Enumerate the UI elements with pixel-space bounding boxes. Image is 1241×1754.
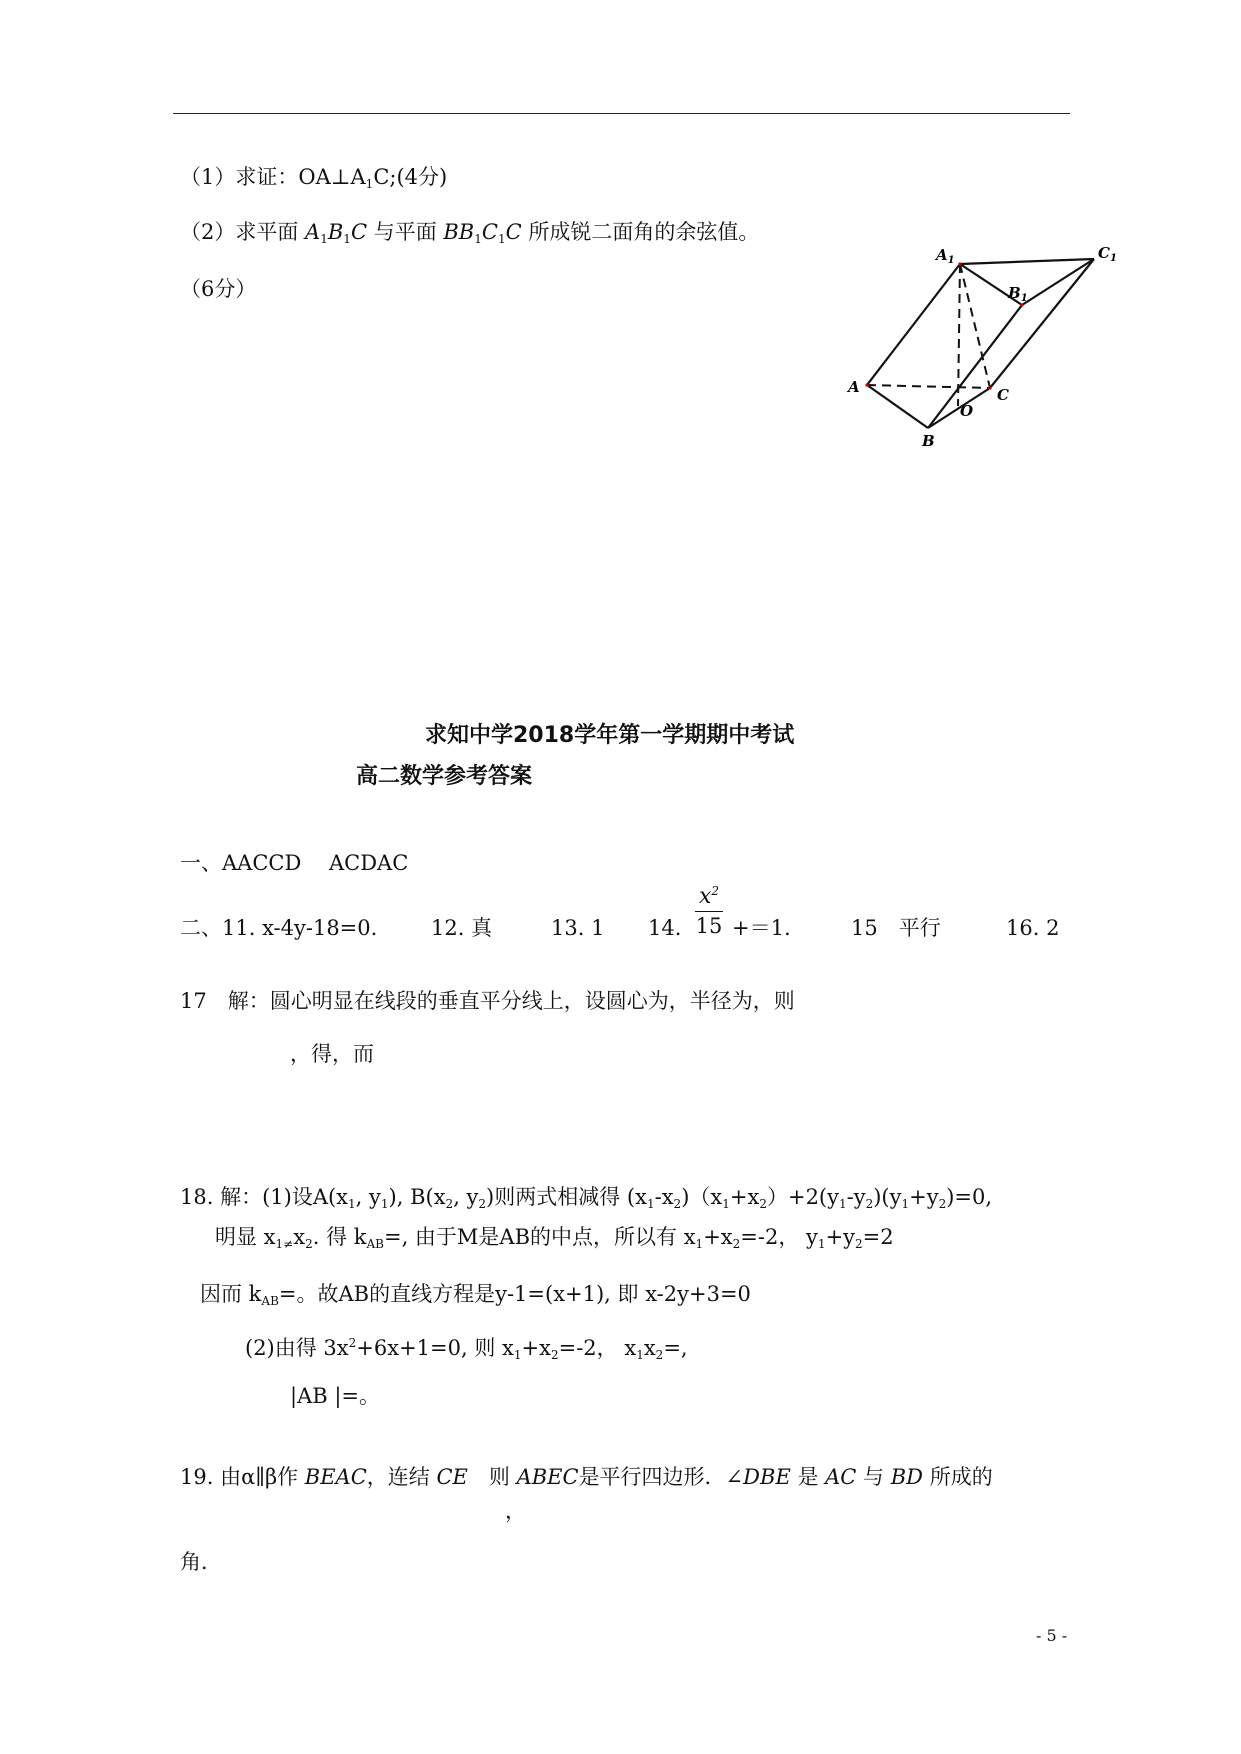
fraction-x2-over-15: $x^2$ 15 xyxy=(695,884,723,938)
edge-a1-c-dashed xyxy=(960,264,990,388)
problem-part2: （2）求平面 $A_1B_1C$ 与平面 $BB_1C_1C$ 所成锐二面角的余弦值。 xyxy=(180,220,760,246)
answer-18-line2: 明显 $x_{1\ne}x_2$. 得 $k_{AB}=$, 由于M是AB的中点，所以有 $x_1+x_2=-2$， $y_1+y_2=2$ xyxy=(215,1225,894,1251)
answers-section2-c: 13. 1 xyxy=(551,916,605,940)
edge-a-b xyxy=(867,385,928,428)
edge-a1-c1 xyxy=(960,259,1094,264)
edge-b-c xyxy=(928,388,990,428)
answer-18-line5: |AB |=。 xyxy=(290,1384,381,1408)
answer-18-line1: 18. 解：(1)设$A(x_1$, $y_1$), $B(x_2$, $y_2$)则两式相减得 $(x_1-x_2)(x_1+x_2)+2(y_1-y_2)(y_1+y_2)=0$, xyxy=(180,1185,993,1211)
answers-section2-e: 15 平行 xyxy=(851,916,941,940)
edge-c-c1 xyxy=(990,259,1094,388)
edge-a-c-dashed xyxy=(867,385,990,388)
answer-19-comma: ， xyxy=(505,1499,526,1523)
answer-19-line2: 角． xyxy=(180,1550,222,1574)
label-o: O xyxy=(960,402,974,420)
answers-section2-d: 14. xyxy=(648,916,682,940)
problem-part3: （6分） xyxy=(180,277,257,301)
answer-18-line4: (2)由得 $3x^2+6x+1=0$, 则 $x_1+x_2=-2$， $x_1x_2=$, xyxy=(245,1336,688,1362)
label-c: C xyxy=(997,386,1009,404)
answers-section2-a: 二、11. x-4y-18=0. xyxy=(180,916,378,940)
answers-subtitle: 高二数学参考答案 xyxy=(356,764,533,789)
label-c1: $C_1$ xyxy=(1098,244,1117,264)
label-b: B xyxy=(922,432,935,450)
answers-section2-b: 12. 真 xyxy=(431,916,493,940)
edge-a-a1 xyxy=(867,264,960,385)
label-a1: $A_1$ xyxy=(936,246,955,266)
answer-19-line1: 19. 由α∥β作 BEAC，连结 CE 则 ABEC是平行四边形．∠DBE 是 AC 与 BD 所成的 xyxy=(180,1465,993,1489)
answers-section2-f: 16. 2 xyxy=(1006,916,1060,940)
header-rule xyxy=(173,113,1070,114)
edge-b1-c1 xyxy=(1022,259,1094,305)
page-number: - 5 - xyxy=(1036,1626,1068,1645)
answer-18-line3: 因而 $k_{AB}=$。故AB的直线方程是y-1=(x+1), 即 x-2y+3=0 xyxy=(200,1282,751,1308)
answer-17-line1: 17 解：圆心明显在线段的垂直平分线上，设圆心为，半径为，则 xyxy=(180,989,795,1013)
label-a: A xyxy=(848,378,860,396)
answers-section1: 一、AACCD ACDAC xyxy=(180,851,409,875)
edge-a1-o-dashed xyxy=(958,264,960,406)
answers-section2-d-tail: +＝1. xyxy=(732,916,791,940)
answer-17-line2: ，得，而 xyxy=(290,1042,374,1066)
answers-title: 求知中学2018学年第一学期期中考试 xyxy=(425,723,795,748)
prism-figure xyxy=(840,240,1130,450)
label-b1: $B_1$ xyxy=(1008,284,1028,304)
problem-part1: （1）求证：$OA\perp A_1C;(4$分) xyxy=(180,165,448,191)
